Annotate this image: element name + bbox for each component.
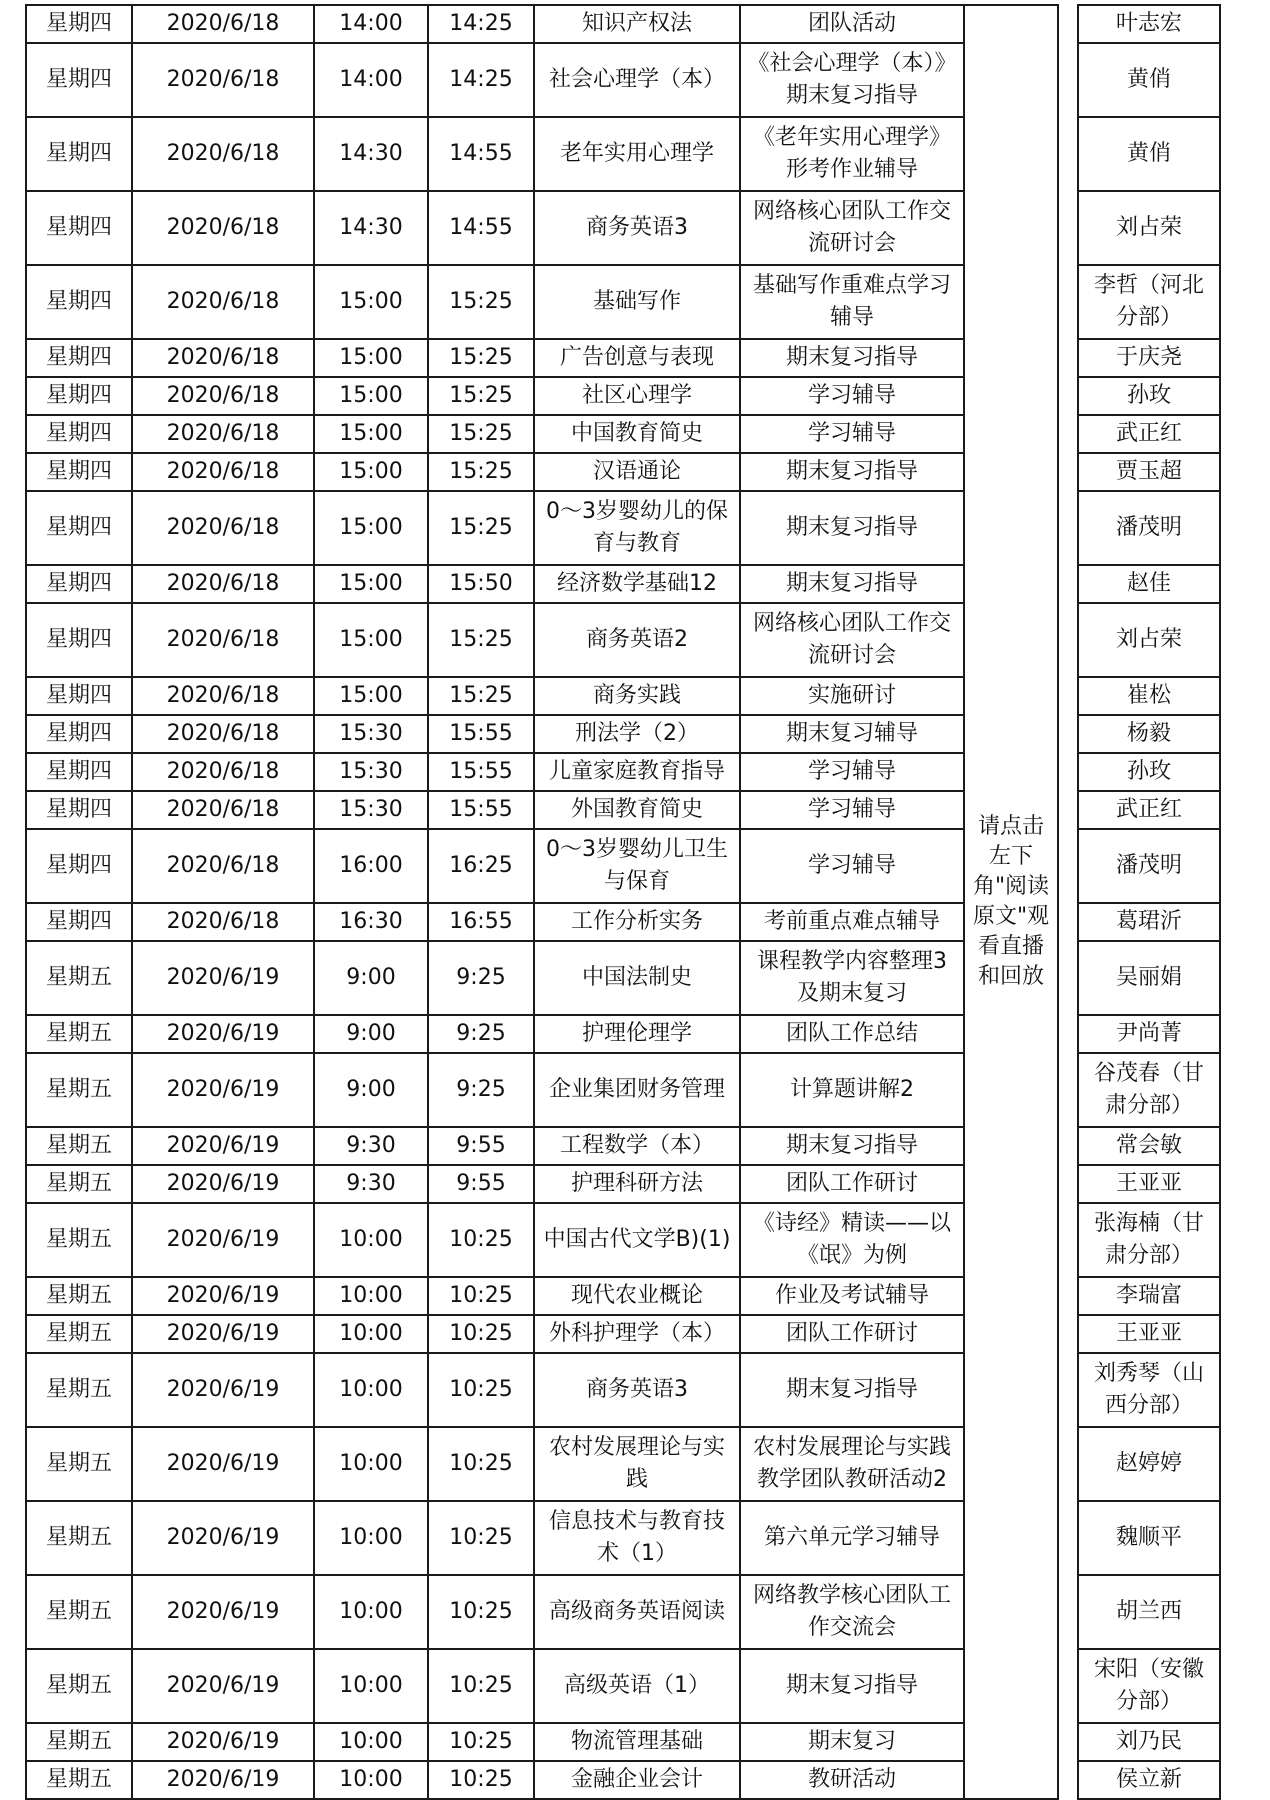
cell-end-time: 16:25 [428, 829, 534, 903]
column-spacer [1058, 5, 1078, 1799]
cell-activity: 《诗经》精读——以《氓》为例 [740, 1203, 964, 1277]
cell-teacher: 贾玉超 [1078, 453, 1220, 491]
cell-course: 农村发展理论与实践 [534, 1427, 740, 1501]
cell-start-time: 9:00 [314, 1053, 428, 1127]
cell-start-time: 10:00 [314, 1723, 428, 1761]
cell-teacher: 赵婷婷 [1078, 1427, 1220, 1501]
cell-teacher: 吴丽娟 [1078, 941, 1220, 1015]
cell-activity: 《社会心理学（本）》期末复习指导 [740, 43, 964, 117]
cell-start-time: 10:00 [314, 1315, 428, 1353]
cell-teacher: 宋阳（安徽分部） [1078, 1649, 1220, 1723]
cell-day: 星期四 [26, 677, 132, 715]
cell-date: 2020/6/19 [132, 1649, 314, 1723]
cell-activity: 课程教学内容整理3及期末复习 [740, 941, 964, 1015]
cell-teacher: 崔松 [1078, 677, 1220, 715]
cell-end-time: 10:25 [428, 1203, 534, 1277]
cell-end-time: 10:25 [428, 1315, 534, 1353]
cell-day: 星期四 [26, 453, 132, 491]
cell-end-time: 15:25 [428, 415, 534, 453]
cell-activity: 团队工作研讨 [740, 1315, 964, 1353]
cell-day: 星期五 [26, 1203, 132, 1277]
cell-activity: 期末复习辅导 [740, 715, 964, 753]
cell-day: 星期四 [26, 43, 132, 117]
cell-end-time: 14:55 [428, 117, 534, 191]
cell-date: 2020/6/19 [132, 1277, 314, 1315]
cell-end-time: 10:25 [428, 1723, 534, 1761]
cell-start-time: 16:30 [314, 903, 428, 941]
cell-end-time: 9:25 [428, 1053, 534, 1127]
cell-course: 中国教育简史 [534, 415, 740, 453]
cell-day: 星期五 [26, 1427, 132, 1501]
cell-teacher: 常会敏 [1078, 1127, 1220, 1165]
cell-activity: 网络教学核心团队工作交流会 [740, 1575, 964, 1649]
cell-end-time: 10:25 [428, 1277, 534, 1315]
cell-date: 2020/6/19 [132, 1427, 314, 1501]
cell-end-time: 15:55 [428, 753, 534, 791]
cell-course: 社区心理学 [534, 377, 740, 415]
cell-date: 2020/6/19 [132, 1353, 314, 1427]
cell-course: 广告创意与表现 [534, 339, 740, 377]
cell-day: 星期五 [26, 1723, 132, 1761]
cell-day: 星期四 [26, 339, 132, 377]
cell-course: 物流管理基础 [534, 1723, 740, 1761]
cell-teacher: 李瑞富 [1078, 1277, 1220, 1315]
cell-day: 星期四 [26, 603, 132, 677]
cell-date: 2020/6/19 [132, 1127, 314, 1165]
cell-teacher: 谷茂春（甘肃分部） [1078, 1053, 1220, 1127]
cell-course: 老年实用心理学 [534, 117, 740, 191]
cell-day: 星期五 [26, 1649, 132, 1723]
cell-date: 2020/6/18 [132, 415, 314, 453]
cell-activity: 第六单元学习辅导 [740, 1501, 964, 1575]
cell-course: 知识产权法 [534, 5, 740, 43]
cell-activity: 基础写作重难点学习辅导 [740, 265, 964, 339]
cell-teacher: 魏顺平 [1078, 1501, 1220, 1575]
cell-day: 星期四 [26, 191, 132, 265]
cell-teacher: 孙玫 [1078, 753, 1220, 791]
cell-teacher: 赵佳 [1078, 565, 1220, 603]
cell-start-time: 15:00 [314, 677, 428, 715]
cell-day: 星期四 [26, 753, 132, 791]
cell-teacher: 胡兰西 [1078, 1575, 1220, 1649]
cell-date: 2020/6/18 [132, 43, 314, 117]
cell-date: 2020/6/18 [132, 603, 314, 677]
cell-activity: 学习辅导 [740, 377, 964, 415]
cell-teacher: 张海楠（甘肃分部） [1078, 1203, 1220, 1277]
cell-date: 2020/6/18 [132, 791, 314, 829]
cell-activity: 期末复习指导 [740, 1353, 964, 1427]
cell-day: 星期五 [26, 1165, 132, 1203]
cell-activity: 学习辅导 [740, 791, 964, 829]
cell-course: 信息技术与教育技术（1） [534, 1501, 740, 1575]
cell-teacher: 刘乃民 [1078, 1723, 1220, 1761]
cell-end-time: 15:25 [428, 339, 534, 377]
cell-day: 星期四 [26, 415, 132, 453]
cell-day: 星期四 [26, 791, 132, 829]
cell-end-time: 15:50 [428, 565, 534, 603]
cell-end-time: 14:25 [428, 43, 534, 117]
cell-start-time: 10:00 [314, 1427, 428, 1501]
cell-teacher: 叶志宏 [1078, 5, 1220, 43]
cell-course: 商务实践 [534, 677, 740, 715]
cell-teacher: 侯立新 [1078, 1761, 1220, 1799]
cell-date: 2020/6/18 [132, 265, 314, 339]
cell-start-time: 15:00 [314, 339, 428, 377]
cell-start-time: 14:00 [314, 5, 428, 43]
cell-start-time: 15:00 [314, 415, 428, 453]
cell-start-time: 10:00 [314, 1649, 428, 1723]
cell-end-time: 10:25 [428, 1427, 534, 1501]
cell-date: 2020/6/19 [132, 941, 314, 1015]
cell-course: 中国法制史 [534, 941, 740, 1015]
cell-activity: 期末复习 [740, 1723, 964, 1761]
cell-activity: 作业及考试辅导 [740, 1277, 964, 1315]
cell-day: 星期四 [26, 117, 132, 191]
cell-day: 星期四 [26, 265, 132, 339]
cell-day: 星期五 [26, 1127, 132, 1165]
cell-activity: 考前重点难点辅导 [740, 903, 964, 941]
cell-date: 2020/6/19 [132, 1761, 314, 1799]
cell-end-time: 10:25 [428, 1353, 534, 1427]
cell-activity: 期末复习指导 [740, 339, 964, 377]
cell-end-time: 15:25 [428, 603, 534, 677]
cell-start-time: 9:30 [314, 1127, 428, 1165]
cell-teacher: 潘茂明 [1078, 829, 1220, 903]
cell-date: 2020/6/18 [132, 491, 314, 565]
schedule-body [26, 5, 1220, 1799]
cell-date: 2020/6/19 [132, 1315, 314, 1353]
cell-course: 金融企业会计 [534, 1761, 740, 1799]
cell-date: 2020/6/18 [132, 453, 314, 491]
cell-day: 星期五 [26, 1501, 132, 1575]
cell-day: 星期五 [26, 941, 132, 1015]
cell-start-time: 14:30 [314, 191, 428, 265]
cell-course: 社会心理学（本） [534, 43, 740, 117]
cell-teacher: 黄俏 [1078, 43, 1220, 117]
cell-activity: 学习辅导 [740, 753, 964, 791]
cell-course: 外国教育简史 [534, 791, 740, 829]
cell-teacher: 杨毅 [1078, 715, 1220, 753]
cell-start-time: 9:00 [314, 1015, 428, 1053]
cell-date: 2020/6/18 [132, 191, 314, 265]
cell-course: 中国古代文学B)(1) [534, 1203, 740, 1277]
cell-date: 2020/6/18 [132, 903, 314, 941]
cell-teacher: 王亚亚 [1078, 1165, 1220, 1203]
cell-day: 星期五 [26, 1315, 132, 1353]
cell-start-time: 10:00 [314, 1353, 428, 1427]
cell-teacher: 刘占荣 [1078, 603, 1220, 677]
cell-course: 外科护理学（本） [534, 1315, 740, 1353]
cell-date: 2020/6/18 [132, 565, 314, 603]
cell-date: 2020/6/18 [132, 829, 314, 903]
cell-start-time: 15:00 [314, 453, 428, 491]
cell-activity: 期末复习指导 [740, 453, 964, 491]
cell-date: 2020/6/19 [132, 1501, 314, 1575]
cell-course: 工作分析实务 [534, 903, 740, 941]
cell-date: 2020/6/19 [132, 1575, 314, 1649]
cell-end-time: 15:55 [428, 791, 534, 829]
cell-teacher: 潘茂明 [1078, 491, 1220, 565]
cell-date: 2020/6/19 [132, 1015, 314, 1053]
cell-course: 工程数学（本） [534, 1127, 740, 1165]
cell-teacher: 于庆尧 [1078, 339, 1220, 377]
cell-activity: 学习辅导 [740, 415, 964, 453]
cell-start-time: 9:30 [314, 1165, 428, 1203]
cell-date: 2020/6/18 [132, 753, 314, 791]
cell-activity: 团队工作研讨 [740, 1165, 964, 1203]
cell-teacher: 武正红 [1078, 415, 1220, 453]
cell-end-time: 9:25 [428, 941, 534, 1015]
cell-date: 2020/6/19 [132, 1053, 314, 1127]
cell-date: 2020/6/18 [132, 677, 314, 715]
cell-day: 星期五 [26, 1761, 132, 1799]
cell-course: 经济数学基础12 [534, 565, 740, 603]
cell-end-time: 10:25 [428, 1501, 534, 1575]
cell-day: 星期五 [26, 1015, 132, 1053]
cell-end-time: 10:25 [428, 1649, 534, 1723]
cell-start-time: 10:00 [314, 1203, 428, 1277]
cell-activity: 期末复习指导 [740, 565, 964, 603]
cell-teacher: 尹尚菁 [1078, 1015, 1220, 1053]
cell-end-time: 9:55 [428, 1127, 534, 1165]
cell-date: 2020/6/19 [132, 1723, 314, 1761]
cell-end-time: 15:25 [428, 453, 534, 491]
cell-end-time: 14:25 [428, 5, 534, 43]
cell-course: 高级英语（1） [534, 1649, 740, 1723]
cell-start-time: 14:00 [314, 43, 428, 117]
cell-course: 高级商务英语阅读 [534, 1575, 740, 1649]
cell-end-time: 10:25 [428, 1761, 534, 1799]
cell-start-time: 15:00 [314, 491, 428, 565]
cell-teacher: 李哲（河北分部） [1078, 265, 1220, 339]
cell-start-time: 15:00 [314, 265, 428, 339]
cell-course: 0～3岁婴幼儿卫生与保育 [534, 829, 740, 903]
cell-end-time: 9:55 [428, 1165, 534, 1203]
cell-start-time: 9:00 [314, 941, 428, 1015]
cell-start-time: 14:30 [314, 117, 428, 191]
cell-teacher: 刘秀琴（山西分部） [1078, 1353, 1220, 1427]
cell-start-time: 15:30 [314, 791, 428, 829]
cell-start-time: 15:00 [314, 565, 428, 603]
cell-course: 汉语通论 [534, 453, 740, 491]
cell-day: 星期五 [26, 1353, 132, 1427]
cell-start-time: 15:00 [314, 603, 428, 677]
cell-day: 星期五 [26, 1053, 132, 1127]
cell-date: 2020/6/18 [132, 715, 314, 753]
cell-course: 商务英语3 [534, 1353, 740, 1427]
cell-start-time: 10:00 [314, 1277, 428, 1315]
cell-activity: 学习辅导 [740, 829, 964, 903]
cell-end-time: 10:25 [428, 1575, 534, 1649]
cell-day: 星期四 [26, 491, 132, 565]
cell-course: 商务英语3 [534, 191, 740, 265]
cell-course: 商务英语2 [534, 603, 740, 677]
cell-end-time: 15:25 [428, 265, 534, 339]
cell-end-time: 9:25 [428, 1015, 534, 1053]
cell-course: 0～3岁婴幼儿的保育与教育 [534, 491, 740, 565]
cell-course: 护理科研方法 [534, 1165, 740, 1203]
cell-activity: 期末复习指导 [740, 1649, 964, 1723]
cell-day: 星期五 [26, 1277, 132, 1315]
cell-start-time: 10:00 [314, 1575, 428, 1649]
cell-activity: 期末复习指导 [740, 1127, 964, 1165]
cell-start-time: 10:00 [314, 1761, 428, 1799]
cell-course: 现代农业概论 [534, 1277, 740, 1315]
cell-end-time: 14:55 [428, 191, 534, 265]
cell-day: 星期五 [26, 1575, 132, 1649]
cell-date: 2020/6/18 [132, 339, 314, 377]
cell-activity: 实施研讨 [740, 677, 964, 715]
cell-course: 刑法学（2） [534, 715, 740, 753]
cell-course: 基础写作 [534, 265, 740, 339]
cell-end-time: 16:55 [428, 903, 534, 941]
cell-teacher: 葛珺沂 [1078, 903, 1220, 941]
cell-start-time: 15:30 [314, 753, 428, 791]
cell-course: 企业集团财务管理 [534, 1053, 740, 1127]
cell-teacher: 孙玫 [1078, 377, 1220, 415]
cell-course: 护理伦理学 [534, 1015, 740, 1053]
cell-activity: 教研活动 [740, 1761, 964, 1799]
cell-end-time: 15:25 [428, 491, 534, 565]
cell-activity: 网络核心团队工作交流研讨会 [740, 603, 964, 677]
cell-date: 2020/6/18 [132, 377, 314, 415]
cell-end-time: 15:25 [428, 377, 534, 415]
cell-day: 星期四 [26, 715, 132, 753]
cell-day: 星期四 [26, 903, 132, 941]
replay-note: 请点击左下角"阅读原文"观看直播和回放 [964, 5, 1058, 1799]
cell-activity: 《老年实用心理学》形考作业辅导 [740, 117, 964, 191]
cell-start-time: 10:00 [314, 1501, 428, 1575]
cell-activity: 网络核心团队工作交流研讨会 [740, 191, 964, 265]
cell-date: 2020/6/19 [132, 1203, 314, 1277]
cell-date: 2020/6/19 [132, 1165, 314, 1203]
cell-start-time: 16:00 [314, 829, 428, 903]
cell-end-time: 15:55 [428, 715, 534, 753]
cell-activity: 农村发展理论与实践教学团队教研活动2 [740, 1427, 964, 1501]
cell-teacher: 刘占荣 [1078, 191, 1220, 265]
cell-activity: 期末复习指导 [740, 491, 964, 565]
cell-activity: 计算题讲解2 [740, 1053, 964, 1127]
cell-teacher: 武正红 [1078, 791, 1220, 829]
cell-date: 2020/6/18 [132, 5, 314, 43]
cell-day: 星期四 [26, 5, 132, 43]
cell-day: 星期四 [26, 377, 132, 415]
schedule-table [25, 4, 1221, 1800]
table-row [26, 5, 1220, 43]
cell-end-time: 15:25 [428, 677, 534, 715]
cell-day: 星期四 [26, 565, 132, 603]
cell-teacher: 黄俏 [1078, 117, 1220, 191]
cell-course: 儿童家庭教育指导 [534, 753, 740, 791]
cell-start-time: 15:00 [314, 377, 428, 415]
cell-activity: 团队工作总结 [740, 1015, 964, 1053]
cell-day: 星期四 [26, 829, 132, 903]
cell-start-time: 15:30 [314, 715, 428, 753]
cell-activity: 团队活动 [740, 5, 964, 43]
cell-date: 2020/6/18 [132, 117, 314, 191]
cell-teacher: 王亚亚 [1078, 1315, 1220, 1353]
